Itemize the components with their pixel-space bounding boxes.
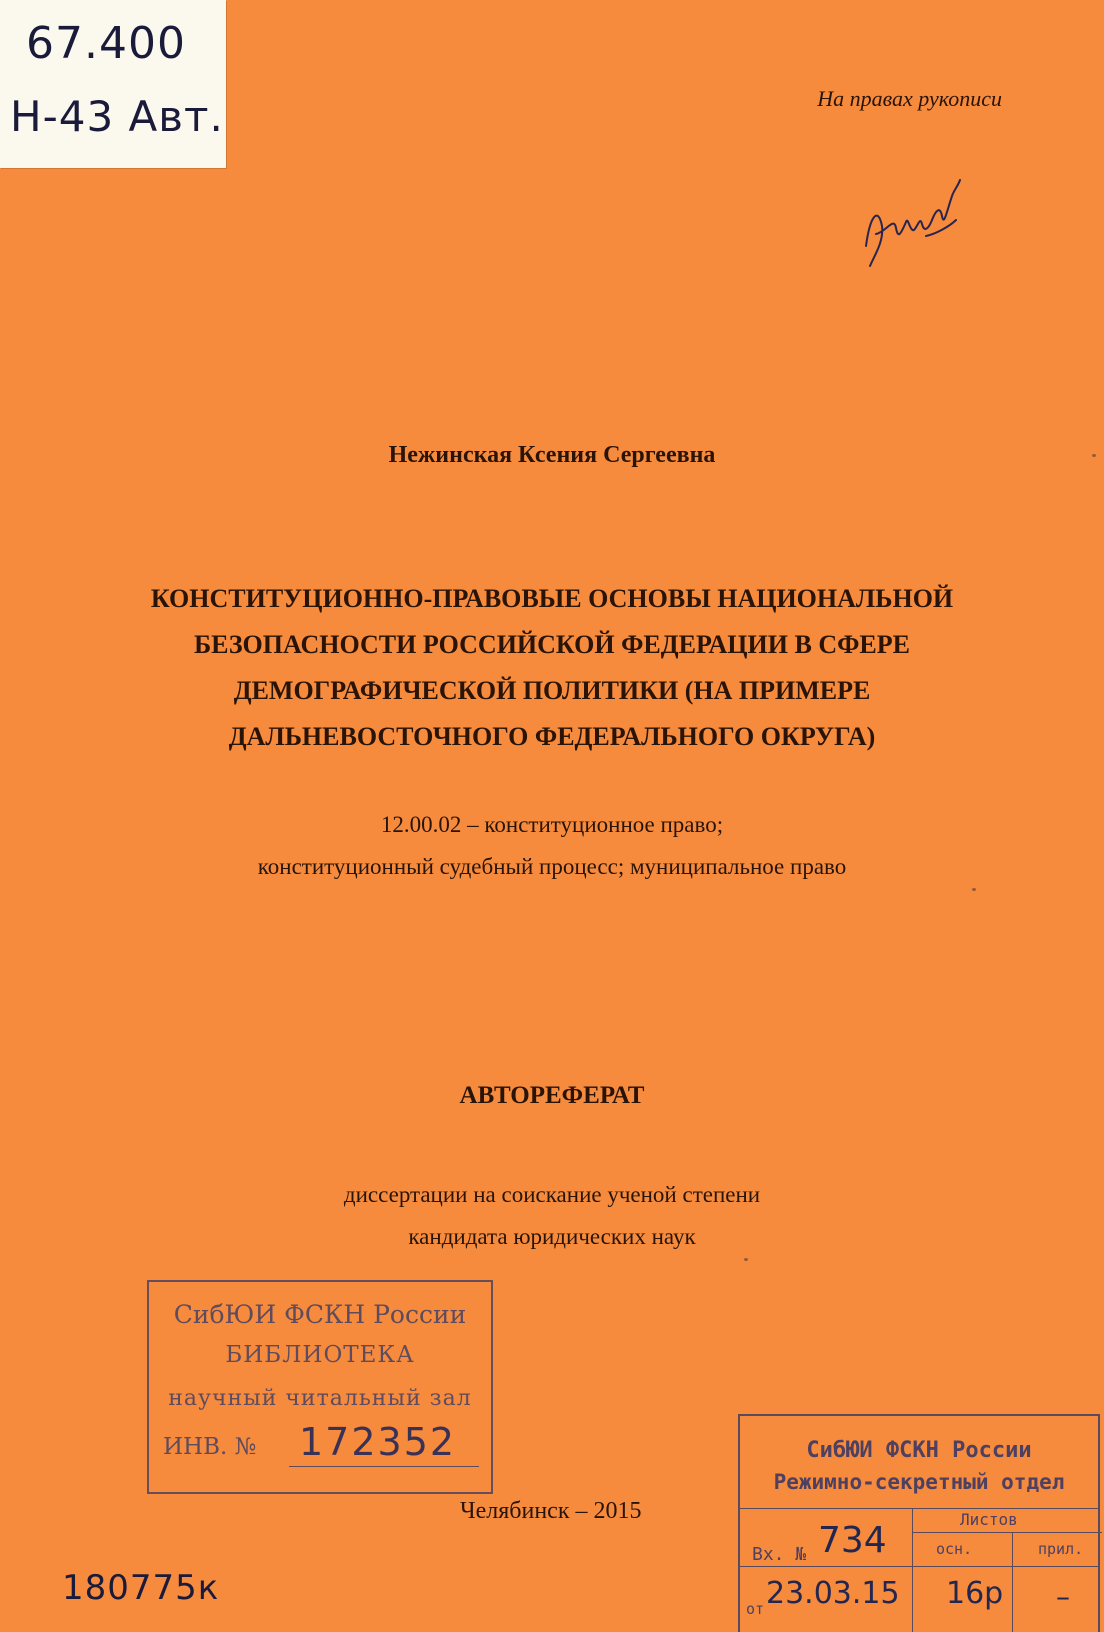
title-line: КОНСТИТУЦИОННО-ПРАВОВЫЕ ОСНОВЫ НАЦИОНАЛЬНОЙ [150, 584, 954, 613]
secret-stamp-dept: Режимно-секретный отдел [773, 1470, 1065, 1494]
signature [856, 176, 966, 276]
incoming-label: Вх. № [752, 1544, 807, 1565]
degree-info [0, 1174, 1104, 1258]
stamp-underline [289, 1466, 479, 1467]
author-name: Нежинская Ксения Сергеевна [388, 442, 716, 468]
document-type: АВТОРЕФЕРАТ [459, 1082, 645, 1109]
stamp-rule [912, 1508, 913, 1632]
paper-speck [744, 1258, 748, 1261]
rights-note: На правах рукописи [817, 86, 1002, 111]
inventory-number: 180775к [62, 1568, 220, 1608]
stamp-rule [1012, 1532, 1013, 1632]
secret-dept-stamp [738, 1414, 1100, 1632]
thesis-title [0, 576, 1104, 760]
incoming-date: 23.03.15 [766, 1576, 900, 1611]
main-sheets-value: 16р [946, 1576, 1004, 1611]
catalog-sticker [0, 0, 226, 168]
catalog-code: 67.400 [26, 18, 186, 69]
title-line: БЕЗОПАСНОСТИ РОССИЙСКОЙ ФЕДЕРАЦИИ В СФЕРЕ [193, 630, 910, 659]
paper-speck [972, 888, 976, 891]
main-sheets-label: осн. [936, 1540, 973, 1558]
library-stamp-org: СибЮИ ФСКН России [173, 1300, 467, 1329]
library-stamp [147, 1280, 493, 1494]
specialty [0, 804, 1104, 888]
stamp-rule [740, 1508, 1098, 1509]
specialty-code: 12.00.02 – конституционное право; [380, 812, 724, 837]
degree-line: кандидата юридических наук [408, 1224, 696, 1249]
paper-speck [1092, 454, 1096, 457]
author-mark: Н-43 Авт. [10, 92, 224, 141]
degree-line: диссертации на соискание ученой степени [343, 1182, 761, 1207]
library-stamp-inv-number: 172352 [299, 1420, 457, 1464]
library-stamp-dept: БИБЛИОТЕКА [225, 1342, 415, 1368]
stamp-rule [912, 1532, 1102, 1533]
library-stamp-hall: научный читальный зал [168, 1386, 472, 1411]
title-line: ДАЛЬНЕВОСТОЧНОГО ФЕДЕРАЛЬНОГО ОКРУГА) [228, 722, 876, 751]
incoming-number: 734 [818, 1520, 887, 1561]
appendix-sheets-label: прил. [1038, 1540, 1084, 1558]
title-line: ДЕМОГРАФИЧЕСКОЙ ПОЛИТИКИ (НА ПРИМЕРЕ [233, 676, 871, 705]
stamp-rule [740, 1566, 1098, 1567]
sheets-label: Листов [960, 1510, 1018, 1529]
city-year: Челябинск – 2015 [460, 1498, 642, 1524]
secret-stamp-org: СибЮИ ФСКН России [806, 1438, 1032, 1463]
library-stamp-inv-label: ИНВ. № [163, 1434, 257, 1460]
from-label: от [746, 1600, 765, 1618]
appendix-sheets-value: – [1056, 1580, 1070, 1613]
specialty-desc: конституционный судебный процесс; муниципальное право [257, 854, 847, 879]
